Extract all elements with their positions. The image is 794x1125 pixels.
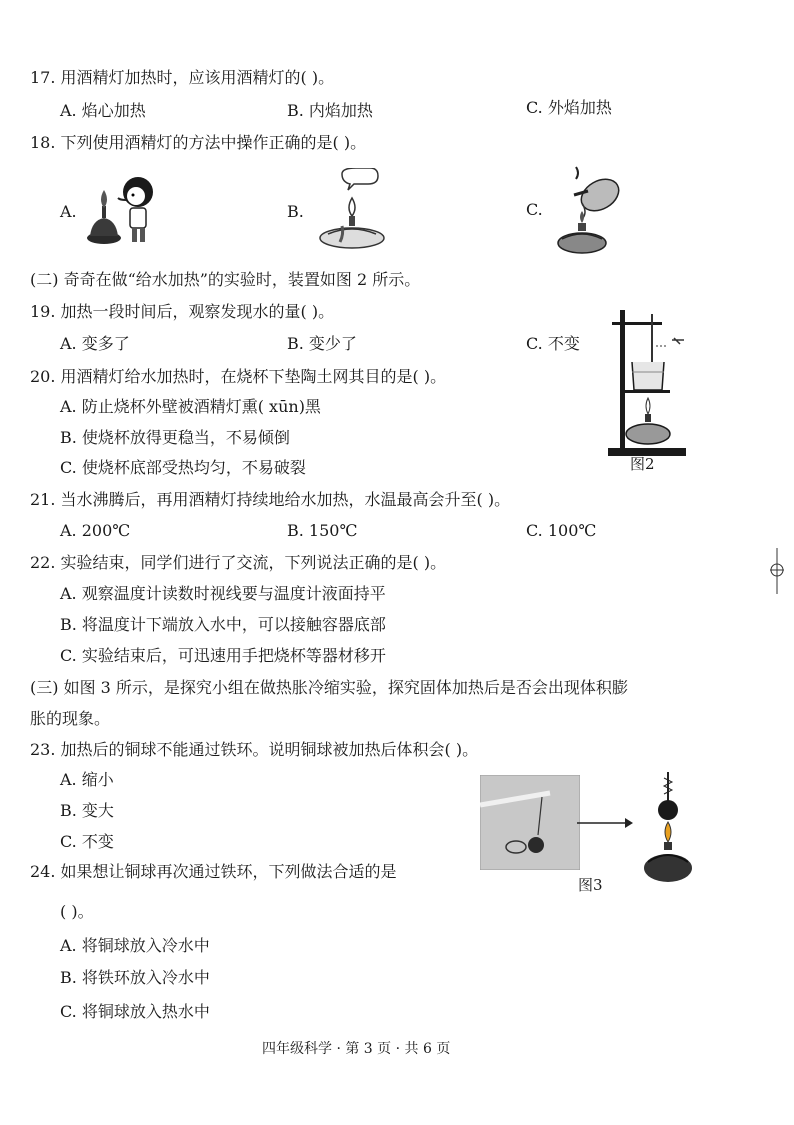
figure-2-caption: 图2 — [630, 455, 655, 473]
q17-option-b: B. 内焰加热 — [287, 101, 373, 120]
page-footer: 四年级科学 · 第 3 页 · 共 6 页 — [262, 1041, 451, 1057]
q21-option-c: C. 100℃ — [526, 521, 597, 540]
question-20-text: 20. 用酒精灯给水加热时，在烧杯下垫陶土网其目的是( )。 — [30, 367, 447, 386]
lamp-ignite-from-lamp-illustration — [548, 165, 638, 257]
q17-option-c: C. 外焰加热 — [526, 98, 612, 117]
q24-option-c: C. 将铜球放入热水中 — [60, 1002, 210, 1021]
question-22-text: 22. 实验结束，同学们进行了交流，下列说法正确的是( )。 — [30, 553, 447, 572]
question-17-text: 17. 用酒精灯加热时，应该用酒精灯的( )。 — [30, 68, 335, 87]
question-24-text: 24. 如果想让铜球再次通过铁环，下列做法合适的是 — [30, 862, 397, 881]
right-arrow-icon — [575, 815, 635, 831]
q22-option-b: B. 将温度计下端放入水中，可以接触容器底部 — [60, 615, 386, 634]
q18-option-a: A. — [60, 202, 77, 221]
q17-option-a: A. 焰心加热 — [60, 101, 146, 120]
section-3-heading-line2: 胀的现象。 — [30, 709, 111, 728]
blowing-lamp-illustration — [82, 170, 162, 250]
q19-option-a: A. 变多了 — [60, 334, 130, 353]
q23-option-b: B. 变大 — [60, 801, 114, 820]
section-3-heading-line1: (三) 如图 3 所示，是探究小组在做热胀冷缩实验，探究固体加热后是否会出现体积膨 — [30, 678, 628, 697]
q22-option-a: A. 观察温度计读数时视线要与温度计液面持平 — [60, 584, 386, 603]
q19-option-c: C. 不变 — [526, 334, 580, 353]
q18-option-c: C. — [526, 200, 543, 219]
section-2-heading: (二) 奇奇在做“给水加热”的实验时，装置如图 2 所示。 — [30, 270, 421, 289]
question-23-text: 23. 加热后的铜球不能通过铁环。说明铜球被加热后体积会( )。 — [30, 740, 479, 759]
q24-answer-blank: ( )。 — [60, 902, 94, 921]
heating-apparatus-figure — [600, 300, 696, 460]
q19-option-b: B. 变少了 — [287, 334, 357, 353]
binding-margin-mark — [765, 548, 789, 594]
q18-option-b: B. — [287, 202, 304, 221]
q21-option-b: B. 150℃ — [287, 521, 358, 540]
q20-option-c: C. 使烧杯底部受热均匀，不易破裂 — [60, 458, 306, 477]
q21-option-a: A. 200℃ — [60, 521, 131, 540]
q23-option-a: A. 缩小 — [60, 770, 114, 789]
question-19-text: 19. 加热一段时间后，观察发现水的量( )。 — [30, 302, 335, 321]
question-18-text: 18. 下列使用酒精灯的方法中操作正确的是( )。 — [30, 133, 367, 152]
figure-3-caption: 图3 — [578, 876, 603, 894]
q24-option-b: B. 将铁环放入冷水中 — [60, 968, 210, 987]
q24-option-a: A. 将铜球放入冷水中 — [60, 936, 210, 955]
q22-option-c: C. 实验结束后，可迅速用手把烧杯等器材移开 — [60, 646, 386, 665]
q23-option-c: C. 不变 — [60, 832, 114, 851]
ball-heated-over-lamp-figure — [640, 772, 696, 888]
lamp-with-bubble-illustration — [312, 168, 407, 252]
q20-option-b: B. 使烧杯放得更稳当，不易倾倒 — [60, 428, 290, 447]
ball-and-ring-photo — [480, 775, 580, 870]
question-21-text: 21. 当水沸腾后，再用酒精灯持续地给水加热，水温最高会升至( )。 — [30, 490, 511, 509]
q20-option-a: A. 防止烧杯外壁被酒精灯熏( xūn)黑 — [60, 397, 321, 416]
